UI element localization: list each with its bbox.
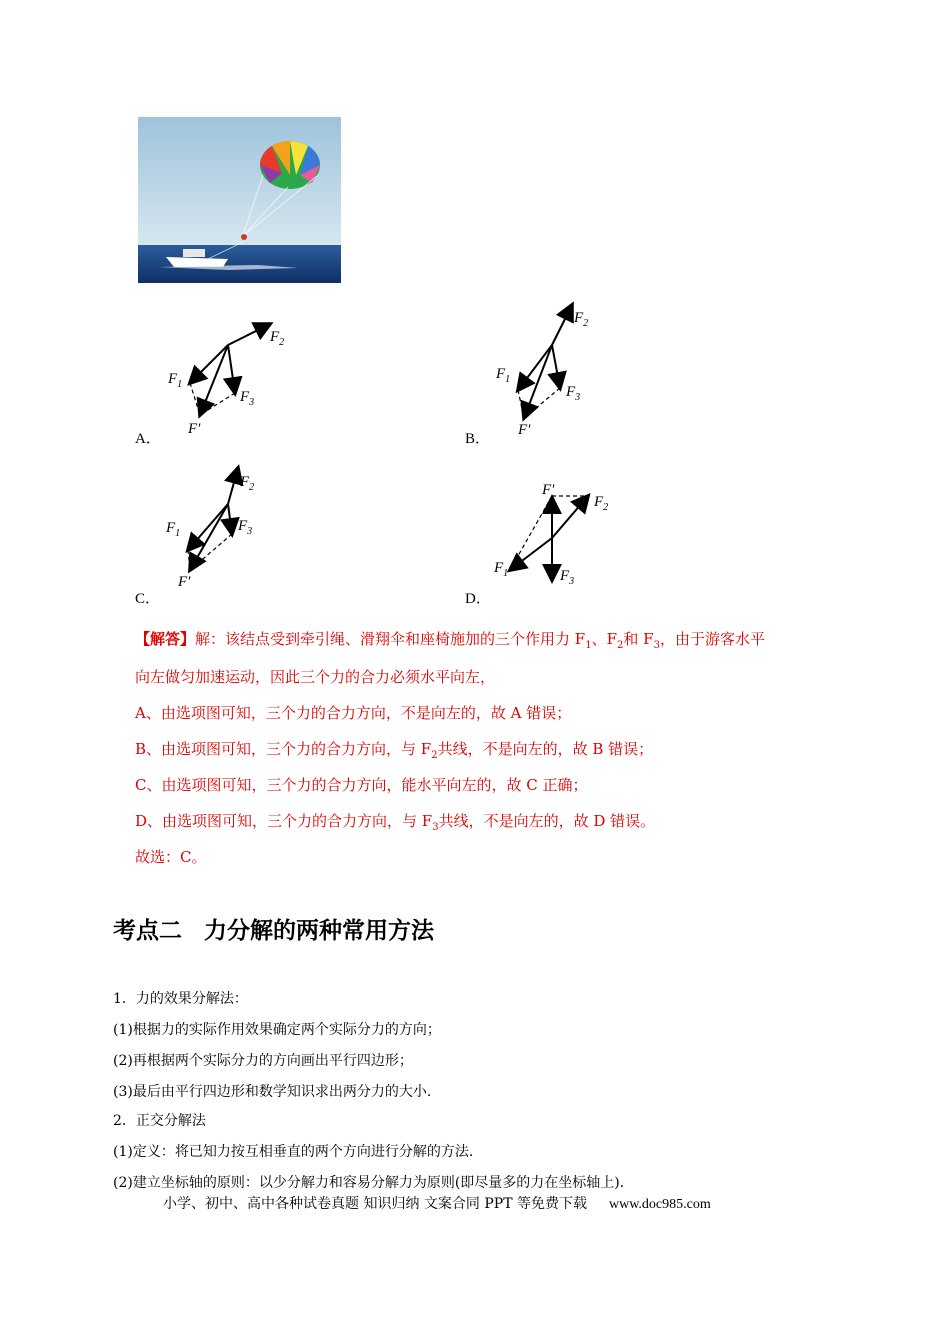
answer-line-c: C、由选项图可知，三个力的合力方向，能水平向左的，故 C 正确； — [135, 776, 588, 794]
svg-text:F3: $F_3$ — [560, 568, 575, 587]
body-line-5: 2．正交分解法 — [113, 1113, 206, 1129]
force-arrow-f1 — [510, 538, 552, 570]
option-a-diagram — [160, 315, 310, 440]
option-b-diagram — [490, 300, 640, 440]
force-arrow-f3 — [552, 345, 560, 388]
force-arrow-resultant — [190, 504, 228, 570]
force-arrow-f1 — [190, 345, 228, 383]
page-footer — [163, 1193, 711, 1213]
answer-line-d: D、由选项图可知，三个力的合力方向，与 $F_3$共线，不是向左的，故 D 错误。 — [135, 812, 656, 833]
footer-link[interactable]: www.doc985.com — [608, 1197, 711, 1212]
option-b-label[interactable]: B． — [465, 431, 491, 447]
force-arrow-f1 — [188, 504, 228, 550]
svg-text:F2: $F_2$ — [270, 329, 285, 348]
svg-text:F1: $F_1$ — [494, 560, 509, 579]
svg-text:F3: $F_3$ — [238, 518, 253, 537]
answer-line-2: 向左做匀加速运动，因此三个力的合力必须水平向左， — [135, 668, 496, 686]
svg-text:F′: F′ — [518, 422, 531, 438]
body-line-7: (2)建立坐标轴的原则：以少分解力和容易分解力为原则(即尽量多的力在坐标轴上)． — [113, 1175, 634, 1191]
body-line-2: (1)根据力的实际作用效果确定两个实际分力的方向； — [113, 1022, 441, 1038]
svg-text:F2: $F_2$ — [594, 494, 609, 513]
parasail-photo — [138, 117, 341, 283]
option-a-label[interactable]: A． — [135, 431, 161, 447]
answer-choice: 故选：C。 — [135, 848, 207, 866]
svg-text:F2: $F_2$ — [240, 474, 255, 493]
parasail-icon — [138, 117, 341, 283]
force-arrow-f3 — [228, 504, 232, 534]
force-arrow-f2 — [552, 305, 572, 345]
svg-text:F1: $F_1$ — [496, 366, 511, 385]
option-d-diagram — [490, 478, 630, 593]
footer-text: 小学、初中、高中各种试卷真题 知识归纳 文案合同 PPT 等免费下载 — [163, 1196, 587, 1212]
svg-text:F′: F′ — [178, 574, 191, 590]
option-d-label[interactable]: D． — [465, 591, 491, 607]
force-arrow-f2 — [552, 496, 588, 538]
force-arrow-f3 — [228, 345, 235, 393]
body-line-1: 1．力的效果分解法： — [113, 991, 248, 1007]
svg-text:F2: $F_2$ — [574, 310, 589, 329]
option-c-label[interactable]: C． — [135, 591, 161, 607]
svg-text:F3: $F_3$ — [566, 384, 581, 403]
svg-text:F1: $F_1$ — [166, 520, 181, 539]
option-c-diagram — [160, 462, 310, 592]
body-line-4: (3)最后由平行四边形和数学知识求出两分力的大小． — [113, 1084, 441, 1100]
svg-text:F′: F′ — [542, 482, 555, 498]
answer-line-a: A、由选项图可知，三个力的合力方向，不是向左的，故 A 错误； — [135, 704, 572, 722]
svg-text:F3: $F_3$ — [240, 389, 255, 408]
section-heading: 考点二 力分解的两种常用方法 — [113, 918, 434, 944]
force-arrow-resultant — [200, 345, 228, 415]
answer-line-1: 【解答】解：该结点受到牵引绳、滑翔伞和座椅施加的三个作用力 $F_1$、$F_2$和 $F_3$，由于游客水平 — [135, 630, 765, 651]
force-arrow-f2 — [228, 468, 238, 504]
force-arrow-f1 — [518, 345, 552, 390]
body-line-3: (2)再根据两个实际分力的方向画出平行四边形； — [113, 1053, 413, 1069]
force-arrow-f2 — [228, 324, 270, 345]
body-line-6: (1)定义：将已知力按互相垂直的两个方向进行分解的方法． — [113, 1144, 483, 1160]
svg-text:F1: $F_1$ — [168, 371, 183, 390]
svg-text:F′: F′ — [188, 421, 201, 437]
answer-line-b: B、由选项图可知，三个力的合力方向，与 $F_2$共线，不是向左的，故 B 错误； — [135, 740, 654, 761]
